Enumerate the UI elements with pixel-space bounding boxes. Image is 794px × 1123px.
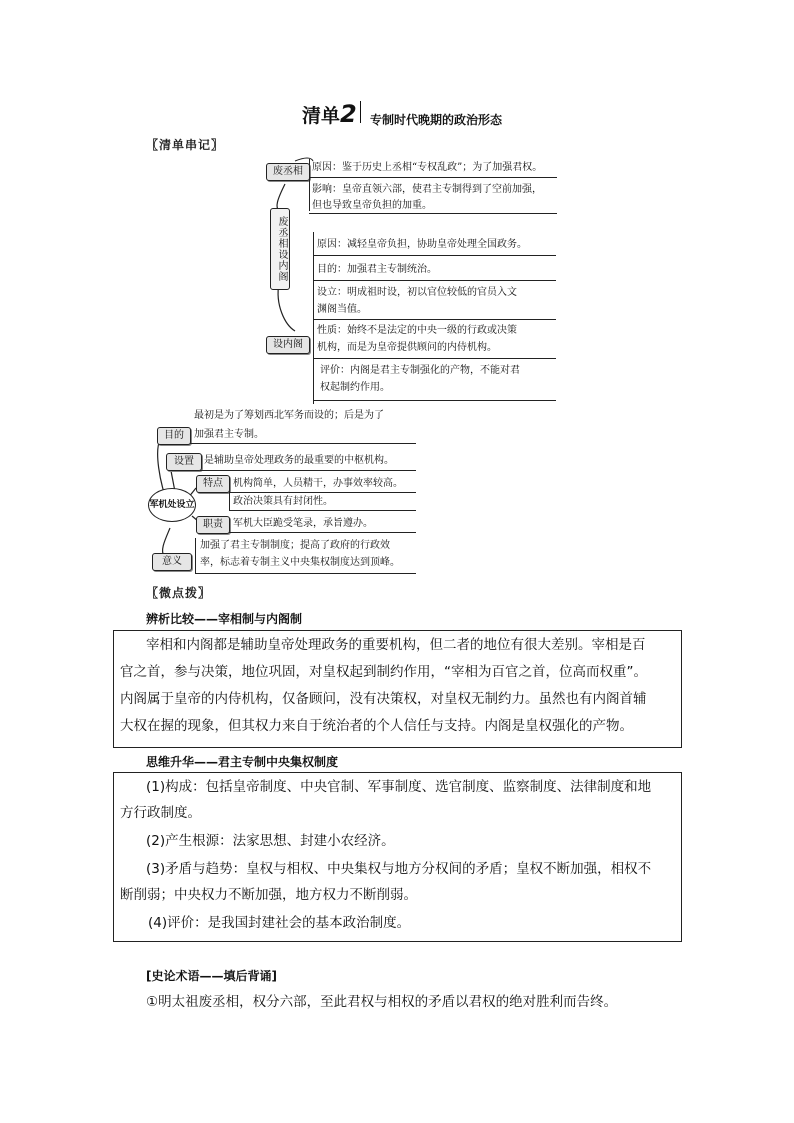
rule <box>313 358 556 359</box>
features-branch-line <box>229 478 230 510</box>
junjichu-duty-text: 军机大臣跪受笔录，承旨遵办。 <box>233 518 373 529</box>
junjichu-meaning-line-1: 加强了君主专制制度；提高了政府的行政效 <box>200 540 390 551</box>
compare-line-4: 大权在握的现象，但其权力来自于统治者的个人信任与支持。内阁是皇权强化的产物。 <box>120 718 633 734</box>
cabinet-setup-line-1: 设立：明成祖时设，初以官位较低的官员入文 <box>317 287 517 298</box>
cabinet-purpose: 目的：加强君主专制统治。 <box>317 264 437 275</box>
cabinet-eval-line-1: 评价：内阁是君主专制强化的产物，不能对君 <box>320 365 520 376</box>
cabinet-nature-line-1: 性质：始终不是法定的中央一级的行政或决策 <box>317 325 517 336</box>
list-review-label: 〖 清单串记 〗 <box>146 136 224 153</box>
meaning-branch-line <box>195 538 196 574</box>
abolish-impact-line-2: 但也导致皇帝负担的加重。 <box>312 200 432 211</box>
title-divider <box>360 101 361 123</box>
node-abolish-chancellor: 废丞相 <box>266 163 310 181</box>
cabinet-reason: 原因：减轻皇帝负担，协助皇帝处理全国政务。 <box>317 239 527 250</box>
rule <box>200 470 416 471</box>
rule <box>309 177 557 178</box>
sublimation-line-6: (4)评价：是我国封建社会的基本政治制度。 <box>148 915 411 931</box>
cabinet-nature-line-2: 机构，而是为皇帝提供顾问的内侍机构。 <box>317 342 497 353</box>
compare-heading: 辨析比较——宰相制与内阁制 <box>146 612 303 626</box>
sublimation-line-1: (1)构成：包括皇帝制度、中央官制、军事制度、选官制度、监察制度、法律制度和地 <box>146 779 652 795</box>
cabinet-branch-line <box>313 232 314 404</box>
rule <box>313 400 556 401</box>
abolish-impact-line-1: 影响：皇帝直领六部，使君主专制得到了空前加强， <box>312 184 542 195</box>
sublimation-heading: 思维升华——君主专制中央集权制度 <box>146 755 339 769</box>
cabinet-setup-line-2: 渊阁当值。 <box>317 304 367 315</box>
rule <box>313 280 556 281</box>
abolish-branch-line <box>309 159 310 211</box>
rule <box>309 213 557 214</box>
compare-line-2: 官之首，参与决策，地位巩固，对皇权起到制约作用，“宰相为百官之首，位高而权重”。 <box>120 664 647 680</box>
rule <box>313 255 556 256</box>
sublimation-line-4: (3)矛盾与趋势：皇权与相权、中央集权与地方分权间的矛盾；皇权不断加强，相权不 <box>146 861 652 877</box>
rule <box>229 510 416 511</box>
node-establish-cabinet: 设内阁 <box>266 336 310 354</box>
junjichu-setup-text: 是辅助皇帝处理政务的最重要的中枢机构。 <box>204 455 394 466</box>
micro-point-label: 〖 微点拨 〗 <box>146 584 211 601</box>
title-main-text: 清单 <box>302 105 341 127</box>
node-junjichu-center: 军机处设立 <box>148 488 196 522</box>
sublimation-line-5: 断削弱；中央权力不断加强，地方权力不断削弱。 <box>120 887 417 903</box>
junjichu-meaning-line-2: 率，标志着专制主义中央集权制度达到顶峰。 <box>200 557 400 568</box>
node-center-abolish-establish: 废丞相设内阁 <box>270 208 290 290</box>
compare-line-3: 内阁属于皇帝的内侍机构，仅备顾问，没有决策权，对皇权无制约力。虽然也有内阁首辅 <box>120 691 647 707</box>
page-subtitle: 专制时代晚期的政治形态 <box>370 113 503 127</box>
node-duty: 职责 <box>196 516 230 534</box>
junjichu-purpose-line-1: 最初是为了筹划西北军务而设的；后是为了 <box>194 410 384 421</box>
rule <box>195 573 416 574</box>
rule <box>190 443 416 444</box>
node-meaning: 意义 <box>152 553 192 571</box>
page-title <box>302 100 357 128</box>
terms-heading: [史论术语——填后背诵] <box>146 969 277 983</box>
junjichu-purpose-line-2: 加强君主专制。 <box>194 429 264 440</box>
cabinet-eval-line-2: 权起制约作用。 <box>320 382 390 393</box>
abolish-reason: 原因：鉴于历史上丞相“专权乱政”；为了加强君权。 <box>312 162 543 173</box>
junjichu-features-line-2: 政治决策具有封闭性。 <box>233 496 333 507</box>
rule <box>313 319 556 320</box>
sublimation-line-2: 方行政制度。 <box>120 805 201 821</box>
node-purpose: 目的 <box>157 427 191 445</box>
junjichu-features-line-1: 机构简单，人员精干，办事效率较高。 <box>233 478 403 489</box>
title-number: 2 <box>340 100 357 128</box>
compare-line-1: 宰相和内阁都是辅助皇帝处理政务的重要机构，但二者的地位有很大差别。宰相是百 <box>146 637 646 653</box>
node-setup: 设置 <box>166 453 202 471</box>
sublimation-line-3: (2)产生根源：法家思想、封建小农经济。 <box>146 833 395 849</box>
node-features: 特点 <box>196 475 230 493</box>
rule <box>229 532 416 533</box>
terms-line-1: ①明太祖废丞相，权分六部，至此君权与相权的矛盾以君权的绝对胜利而告终。 <box>146 994 618 1010</box>
